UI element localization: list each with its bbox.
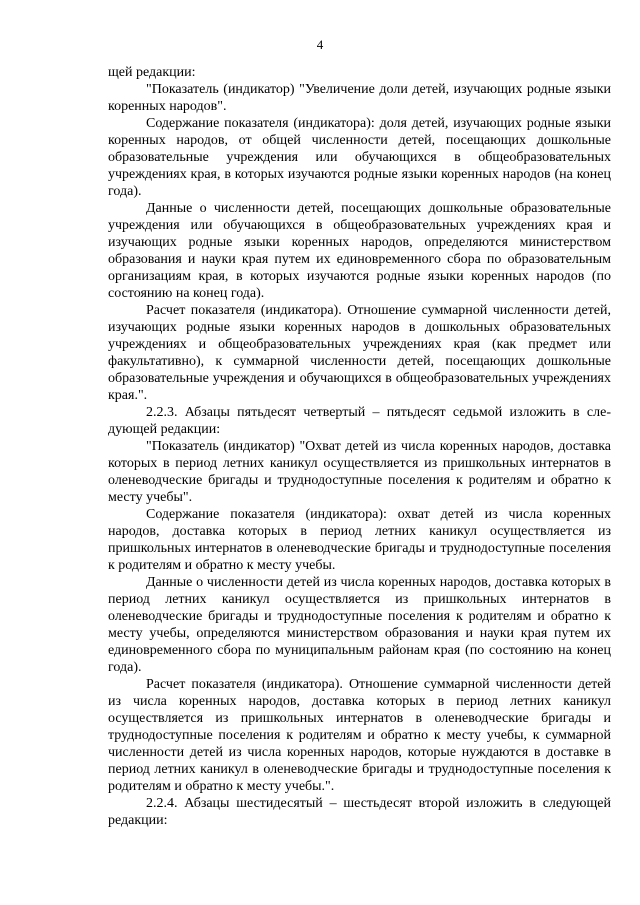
paragraph: Содержание показателя (индикатора): доля детей, изучающих родные языки коренных народов, от общей численности детей, посещающих дошкольные образовательные учреждения или обучающихся в общеобразовательных учреждениях края, в которых изучаются родные языки коренных народов (на конец года). — [108, 116, 611, 199]
paragraph-continuation: щей редакции: — [108, 65, 196, 80]
paragraph: 2.2.3. Абзацы пятьдесят четвертый – пятьдесят седьмой изложить в следующей редакции: — [108, 405, 611, 437]
page-number: 4 — [316, 37, 324, 52]
document-body — [108, 64, 611, 829]
paragraph: "Показатель (индикатор) "Увеличение доли детей, изучающих родные языки коренных народов". — [108, 82, 611, 114]
paragraph: 2.2.4. Абзацы шестидесятый – шестьдесят второй изложить в следующей редакции: — [108, 796, 611, 828]
paragraph: Расчет показателя (индикатора). Отношение суммарной численности детей из числа коренных народов, доставка которых в период летних каникул осуществляется из пришкольных интернатов в оленеводческие бригады и труднодоступные поселения к родителям и обратно к месту учебы, к суммарной численности детей из числа коренных народов, которые нуждаются в доставке в период летних каникул в оленеводческие бригады и труднодоступные поселения к родителям и обратно к месту учебы.". — [108, 677, 611, 794]
paragraph: Расчет показателя (индикатора). Отношение суммарной численности детей, изучающих родные языки коренных народов в дошкольных образовательных учреждениях и общеобразовательных учреждениях края (как предмет или факультативно), к суммарной численности детей, посещающих дошкольные образовательные учреждения и обучающихся в общеобразовательных учреждениях края.". — [108, 303, 611, 403]
paragraph: Данные о численности детей, посещающих дошкольные образовательные учреждения или обучающихся в общеобразовательных учреждениях края и изучающих родные языки коренных народов, определяются министерством образования и науки края путем их единовременного сбора по образовательным организациям края, в которых изучаются родные языки коренных народов (по состоянию на конец года). — [108, 201, 611, 301]
paragraph: Данные о численности детей из числа коренных народов, доставка которых в период летних каникул осуществляется из пришкольных интернатов в оленеводческие бригады и труднодоступные поселения к родителям и обратно к месту учебы, определяются министерством образования и науки края путем их единовременного сбора по муниципальным районам края (по состоянию на конец года). — [108, 575, 611, 675]
paragraph: "Показатель (индикатор) "Охват детей из числа коренных народов, доставка которых в период летних каникул осуществляется из пришкольных интернатов в оленеводческие бригады и труднодоступные поселения к родителям и обратно к месту учебы". — [108, 439, 611, 505]
paragraph: Содержание показателя (индикатора): охват детей из числа коренных народов, доставка которых в период летних каникул осуществляется из пришкольных интернатов в оленеводческие бригады и труднодоступные поселения к родителям и обратно к месту учебы. — [108, 507, 611, 573]
